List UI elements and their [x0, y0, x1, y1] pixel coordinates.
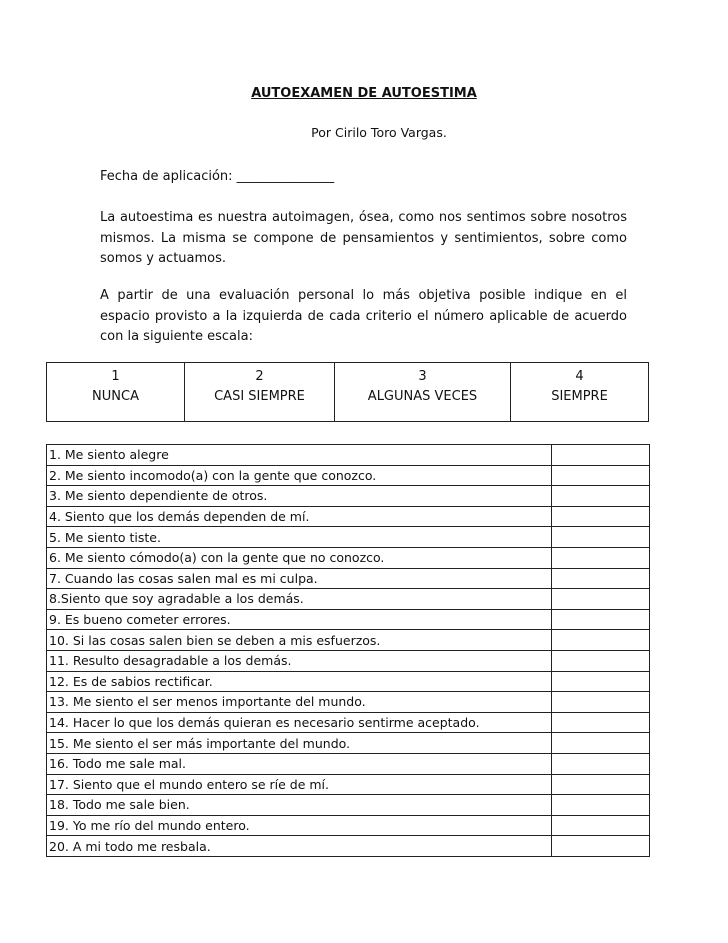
answer-cell[interactable] [552, 445, 650, 466]
criterion-text: 9. Es bueno cometer errores. [47, 609, 552, 630]
answer-cell[interactable] [552, 547, 650, 568]
author-line: Por Cirilo Toro Vargas. [311, 125, 447, 140]
criterion-text: 12. Es de sabios rectificar. [47, 671, 552, 692]
criterion-text: 13. Me siento el ser menos importante del mundo. [47, 692, 552, 713]
scale-label: SIEMPRE [551, 389, 608, 404]
criterion-text: 3. Me siento dependiente de otros. [47, 486, 552, 507]
answer-cell[interactable] [552, 774, 650, 795]
answer-cell[interactable] [552, 753, 650, 774]
table-row [47, 795, 650, 816]
answer-cell[interactable] [552, 692, 650, 713]
answer-cell[interactable] [552, 815, 650, 836]
table-row [47, 547, 650, 568]
criterion-text: 2. Me siento incomodo(a) con la gente que conozco. [47, 465, 552, 486]
answer-cell[interactable] [552, 589, 650, 610]
criterion-text: 7. Cuando las cosas salen mal es mi culpa. [47, 568, 552, 589]
answer-cell[interactable] [552, 836, 650, 857]
criteria-table-body [47, 445, 650, 857]
scale-table [46, 362, 649, 422]
document-title [0, 86, 728, 101]
table-row [47, 465, 650, 486]
criterion-text: 11. Resulto desagradable a los demás. [47, 650, 552, 671]
table-row [47, 774, 650, 795]
scale-cell-3 [335, 363, 511, 422]
answer-cell[interactable] [552, 465, 650, 486]
table-row [47, 568, 650, 589]
scale-cell-1 [47, 363, 185, 422]
table-row [47, 671, 650, 692]
answer-cell[interactable] [552, 712, 650, 733]
scale-label: CASI SIEMPRE [214, 389, 305, 404]
scale-number: 2 [255, 369, 264, 384]
criteria-table [46, 444, 650, 857]
application-date-field: Fecha de aplicación: _______________ [100, 169, 335, 184]
table-row [47, 650, 650, 671]
criterion-text: 18. Todo me sale bien. [47, 795, 552, 816]
criterion-text: 20. A mi todo me resbala. [47, 836, 552, 857]
criterion-text: 4. Siento que los demás dependen de mí. [47, 506, 552, 527]
answer-cell[interactable] [552, 609, 650, 630]
table-row [47, 712, 650, 733]
table-row [47, 836, 650, 857]
table-row [47, 486, 650, 507]
criterion-text: 8.Siento que soy agradable a los demás. [47, 589, 552, 610]
table-row [47, 527, 650, 548]
table-row [47, 815, 650, 836]
criterion-text: 10. Si las cosas salen bien se deben a mis esfuerzos. [47, 630, 552, 651]
criterion-text: 14. Hacer lo que los demás quieran es necesario sentirme aceptado. [47, 712, 552, 733]
criterion-text: 6. Me siento cómodo(a) con la gente que no conozco. [47, 547, 552, 568]
table-row [47, 445, 650, 466]
table-row [47, 609, 650, 630]
document-title-text: AUTOEXAMEN DE AUTOESTIMA [251, 86, 477, 101]
scale-row [47, 363, 649, 422]
scale-cell-2 [185, 363, 335, 422]
criterion-text: 1. Me siento alegre [47, 445, 552, 466]
table-row [47, 692, 650, 713]
criterion-text: 17. Siento que el mundo entero se ríe de mí. [47, 774, 552, 795]
criterion-text: 5. Me siento tiste. [47, 527, 552, 548]
criterion-text: 15. Me siento el ser más importante del mundo. [47, 733, 552, 754]
intro-paragraph: La autoestima es nuestra autoimagen, ósea, como nos sentimos sobre nosotros mismos. La misma se compone de pensamientos y sentimientos, sobre como somos y actuamos. [100, 210, 627, 266]
instruction-paragraph: A partir de una evaluación personal lo más objetiva posible indique en el espacio provisto a la izquierda de cada criterio el número aplicable de acuerdo con la siguiente escala: [100, 288, 627, 344]
scale-number: 3 [418, 369, 427, 384]
table-row [47, 753, 650, 774]
criterion-text: 16. Todo me sale mal. [47, 753, 552, 774]
table-row [47, 589, 650, 610]
scale-number: 4 [575, 369, 584, 384]
answer-cell[interactable] [552, 733, 650, 754]
scale-cell-4 [511, 363, 649, 422]
scale-label: ALGUNAS VECES [367, 389, 478, 404]
criterion-text: 19. Yo me río del mundo entero. [47, 815, 552, 836]
answer-cell[interactable] [552, 506, 650, 527]
answer-cell[interactable] [552, 795, 650, 816]
answer-cell[interactable] [552, 650, 650, 671]
answer-cell[interactable] [552, 671, 650, 692]
table-row [47, 733, 650, 754]
answer-cell[interactable] [552, 527, 650, 548]
scale-number: 1 [111, 369, 120, 384]
answer-cell[interactable] [552, 486, 650, 507]
answer-cell[interactable] [552, 630, 650, 651]
answer-cell[interactable] [552, 568, 650, 589]
table-row [47, 630, 650, 651]
table-row [47, 506, 650, 527]
scale-label: NUNCA [92, 389, 139, 404]
